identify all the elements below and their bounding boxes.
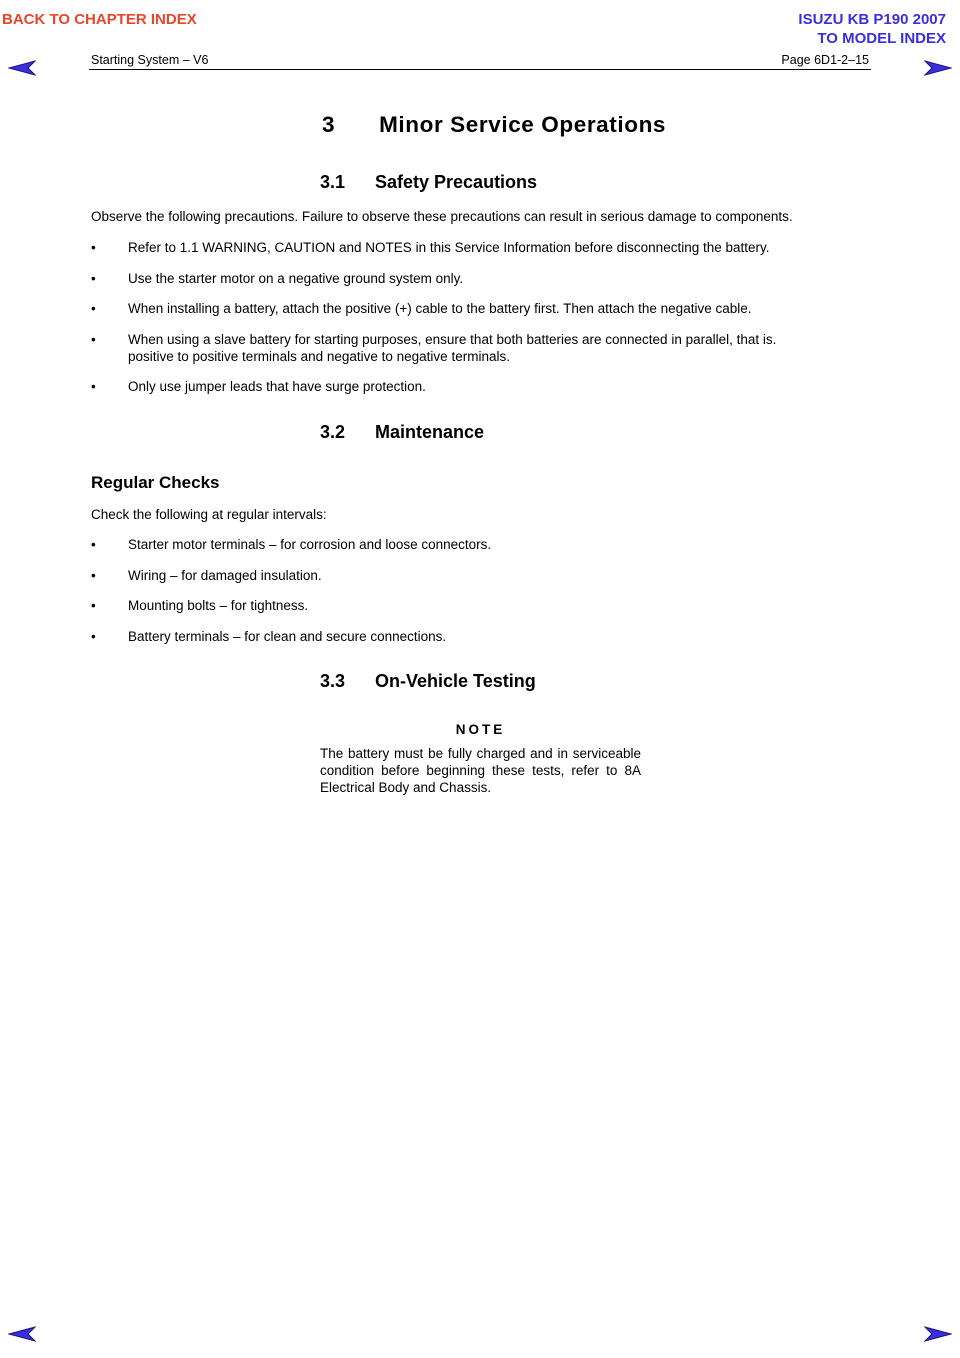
list-item <box>91 597 851 614</box>
running-header-section: Starting System – V6 <box>91 53 209 67</box>
list-item <box>91 300 851 317</box>
bullet-icon: • <box>91 332 96 347</box>
section-3-1-title: Safety Precautions <box>375 172 538 192</box>
section-3-heading <box>0 112 960 138</box>
bullet-icon: • <box>91 301 96 316</box>
list-item <box>91 628 851 645</box>
running-header-page: Page 6D1-2–15 <box>781 53 869 67</box>
bullet-icon: • <box>91 598 96 613</box>
list-item-text-continued: positive to positive terminals and negative to negative terminals. <box>128 349 510 364</box>
safety-intro-paragraph: Observe the following precautions. Failure to observe these precautions can result in serious damage to components. <box>91 209 793 224</box>
header-rule <box>89 69 871 70</box>
maintenance-intro-paragraph: Check the following at regular intervals: <box>91 507 327 522</box>
list-item-text: Starter motor terminals – for corrosion and loose connectors. <box>128 537 492 552</box>
list-item-text: Refer to 1.1 WARNING, CAUTION and NOTES in this Service Information before disconnecting the battery. <box>128 240 770 255</box>
bullet-icon: • <box>91 537 96 552</box>
list-item <box>91 536 851 553</box>
section-3-3-number: 3.3 <box>320 671 346 691</box>
section-3-2-title: Maintenance <box>375 422 485 442</box>
bullet-icon: • <box>91 568 96 583</box>
back-to-model-index-link[interactable]: TO MODEL INDEX <box>817 30 946 47</box>
list-item-text: Wiring – for damaged insulation. <box>128 568 322 583</box>
list-item <box>91 239 851 256</box>
note-title: NOTE <box>455 722 506 737</box>
list-item-text: Mounting bolts – for tightness. <box>128 598 309 613</box>
section-3-3-title: On-Vehicle Testing <box>375 671 536 691</box>
list-item-text: Battery terminals – for clean and secure connections. <box>128 629 447 644</box>
section-3-2-heading <box>320 422 484 443</box>
list-item <box>91 378 851 395</box>
section-3-1-number: 3.1 <box>320 172 346 192</box>
list-item <box>91 270 851 287</box>
model-title-link[interactable]: ISUZU KB P190 2007 <box>798 11 946 28</box>
list-item <box>91 331 851 365</box>
next-page-arrow-icon[interactable] <box>924 59 952 77</box>
section-3-1-heading <box>320 172 537 193</box>
section-3-3-heading <box>320 671 536 692</box>
section-3-2-number: 3.2 <box>320 422 346 442</box>
list-item-text: Only use jumper leads that have surge protection. <box>128 379 426 394</box>
list-item-text: When installing a battery, attach the positive (+) cable to the battery first. Then attach the negative cable. <box>128 301 752 316</box>
previous-page-arrow-bottom-icon[interactable] <box>8 1325 36 1343</box>
section-3-title: Minor Service Operations <box>379 112 667 137</box>
bullet-icon: • <box>91 271 96 286</box>
bullet-icon: • <box>91 379 96 394</box>
bullet-icon: • <box>91 629 96 644</box>
section-3-number: 3 <box>321 112 336 137</box>
list-item-text: When using a slave battery for starting purposes, ensure that both batteries are connected in parallel, that is. <box>128 332 777 347</box>
back-to-chapter-index-link[interactable]: BACK TO CHAPTER INDEX <box>2 11 197 28</box>
regular-checks-subheading: Regular Checks <box>91 473 220 492</box>
bullet-icon: • <box>91 240 96 255</box>
list-item <box>91 567 851 584</box>
list-item-text: Use the starter motor on a negative ground system only. <box>128 271 464 286</box>
previous-page-arrow-icon[interactable] <box>8 59 36 77</box>
note-body: The battery must be fully charged and in serviceable condition before beginning these tests, refer to 8A Electrical Body and Chassis. <box>320 746 641 795</box>
next-page-arrow-bottom-icon[interactable] <box>924 1325 952 1343</box>
